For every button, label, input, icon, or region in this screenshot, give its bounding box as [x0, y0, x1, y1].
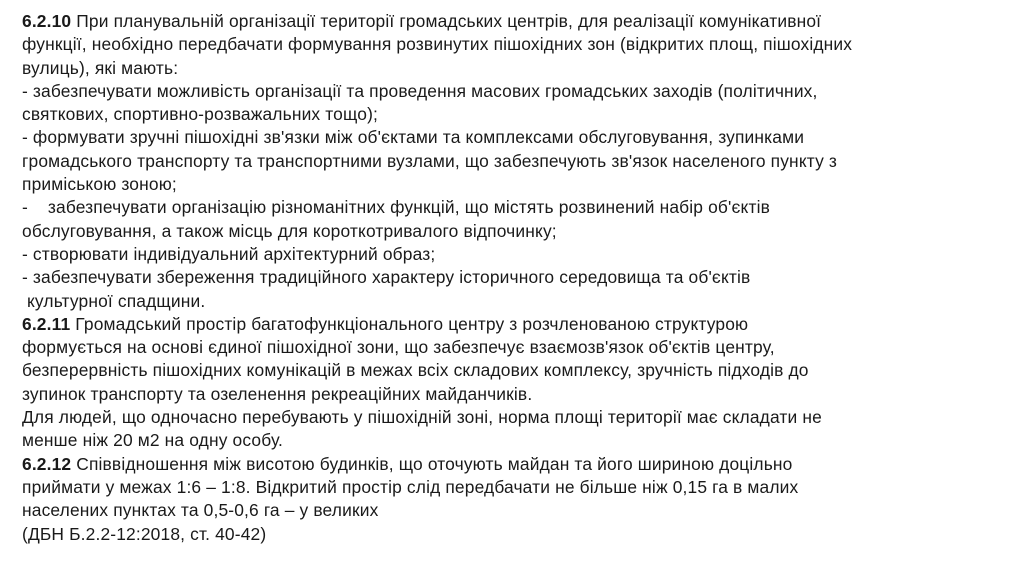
paragraph-line: вулиць), які мають: [22, 57, 179, 78]
paragraph-line: громадського транспорту та транспортними вузлами, що забезпечують зв'язок населеного пункту з [22, 150, 838, 171]
source-citation: (ДБН Б.2.2-12:2018, ст. 40-42) [22, 523, 267, 544]
list-item: - забезпечувати збереження традиційного характеру історичного середовища та об'єктів [22, 267, 751, 288]
section-number: 6.2.10 [22, 11, 72, 31]
section-text: Співвідношення між висотою будинків, що оточують майдан та його шириною доцільно [71, 453, 793, 474]
section-6-2-12 [22, 453, 1014, 523]
paragraph-line [22, 10, 1014, 33]
paragraph-line: менше ніж 20 м2 на одну особу. [22, 430, 284, 451]
paragraph-line: обслуговування, а також місць для короткотривалого відпочинку; [22, 220, 557, 241]
paragraph-line: святкових, спортивно-розважальних тощо); [22, 104, 379, 125]
paragraph-line: приймати у межах 1:6 – 1:8. Відкритий простір слід передбачати не більше ніж 0,15 га в малих [22, 476, 799, 497]
section-number: 6.2.11 [22, 313, 71, 334]
paragraph-line: населених пунктах та 0,5-0,6 га – у великих [22, 500, 379, 521]
paragraph-line: приміською зоною; [22, 174, 177, 195]
section-6-2-11 [22, 313, 1014, 453]
paragraph-line [22, 313, 1014, 336]
document-text [22, 10, 1014, 546]
section-text: Громадський простір багатофункціонального центру з розчленованою структурою [70, 313, 749, 334]
list-item: - формувати зручні пішохідні зв'язки між об'єктами та комплексами обслуговування, зупинками [22, 127, 805, 148]
list-item: - забезпечувати організацію різноманітних функцій, що містять розвинений набір об'єктів [22, 197, 770, 218]
paragraph-line: безперервність пішохідних комунікацій в межах всіх складових комплексу, зручність підходів до [22, 360, 809, 381]
section-number: 6.2.12 [22, 453, 72, 474]
paragraph-line: Для людей, що одночасно перебувають у пішохідній зоні, норма площі території має складати не [22, 407, 822, 428]
list-item: - створювати індивідуальний архітектурний образ; [22, 243, 436, 264]
section-text: При планувальній організації території громадських центрів, для реалізації комунікативної [71, 11, 822, 31]
paragraph-line: функції, необхідно передбачати формування розвинутих пішохідних зон (відкритих площ, пішохідних [22, 34, 853, 55]
paragraph-line [22, 453, 1014, 476]
paragraph-line: зупинок транспорту та озеленення рекреаційних майданчиків. [22, 383, 533, 404]
section-6-2-10 [22, 10, 1014, 313]
paragraph-line: культурної спадщини. [22, 290, 206, 311]
list-item: - забезпечувати можливість організації та проведення масових громадських заходів (політичних, [22, 80, 818, 101]
paragraph-line: формується на основі єдиної пішохідної зони, що забезпечує взаємозв'язок об'єктів центру, [22, 337, 775, 358]
